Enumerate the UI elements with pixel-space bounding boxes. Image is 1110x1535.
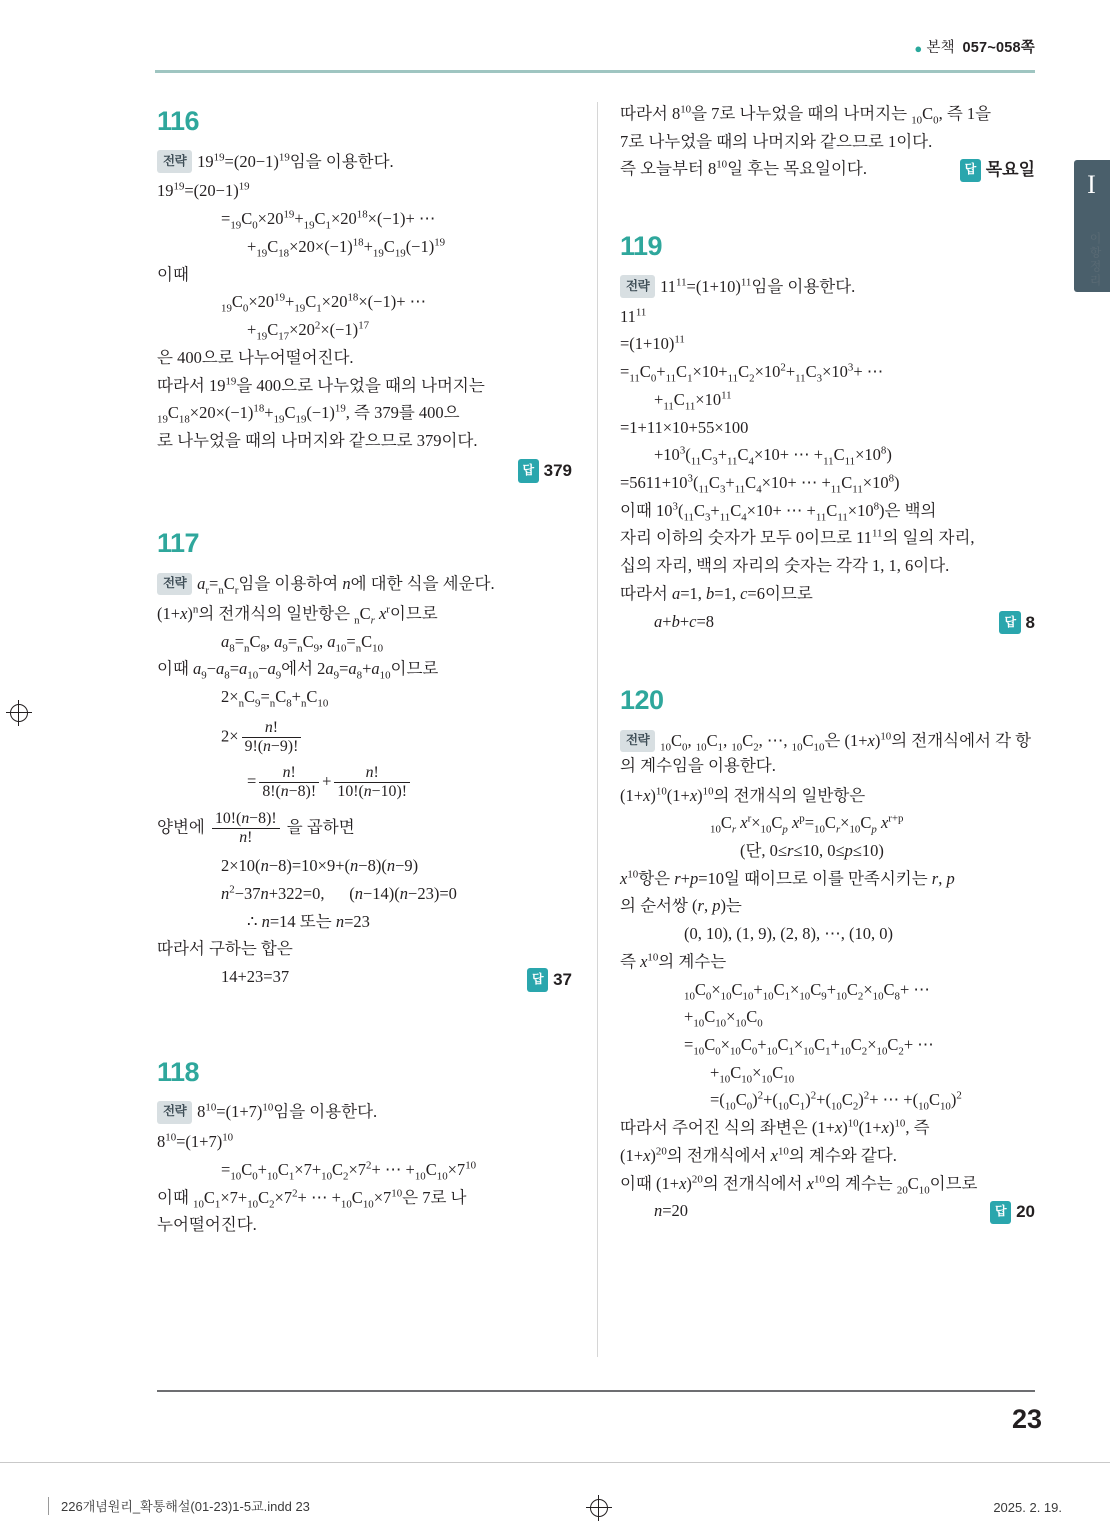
math-line: $=_{11}C_0+_{11}C_1\times 10+_{11}C_2\times 10^2+_{11}C_3\times 10^3+$ ⋯ bbox=[620, 361, 884, 385]
math-line: a+b+c=8 답 8 bbox=[620, 609, 1035, 636]
problem-116 bbox=[157, 100, 572, 484]
math-line: $+_{19}C_{17}\times 20^2\times(-1)^{17}$ bbox=[247, 319, 370, 343]
answer-value: 8 bbox=[1025, 612, 1035, 632]
math-line: $_{10}C_0\times_{10}C_{10}+_{10}C_1\times_{10}C_9+_{10}C_2\times_{10}C_8+$ ⋯ bbox=[684, 979, 930, 1002]
answer-badge: 답 bbox=[990, 1201, 1011, 1224]
math-line: $+_{11}C_{11}\times 10^{11}$ bbox=[654, 389, 732, 413]
text-line: 따라서 구하는 합은 bbox=[157, 939, 293, 959]
math-line: 2× $\frac{n!}{9!(n-9)!}$ bbox=[157, 719, 572, 756]
math-line: $11^{11}$ bbox=[620, 306, 647, 326]
right-column bbox=[620, 100, 1035, 1233]
problem-number: 118 bbox=[157, 1056, 200, 1087]
math-line: $_{10}C_r$ $x^r\times_{10}C_p$ $x^p=_{10}C_r\times_{10}C_p$ $x^{r+p}$ bbox=[710, 812, 904, 836]
strategy-row bbox=[157, 572, 572, 597]
math-line: $=_{10}C_0\times_{10}C_0+_{10}C_1\times_{10}C_1+_{10}C_2\times_{10}C_2+$ ⋯ bbox=[684, 1034, 934, 1058]
answer-value: 379 bbox=[543, 460, 572, 480]
math-line: $_{19}C_0\times 20^{19}+_{19}C_1\times 20^{18}\times(-1)+$ ⋯ bbox=[221, 291, 427, 315]
math-line: $+_{10}C_{10}\times_{10}C_0$ bbox=[684, 1007, 763, 1030]
problem-number: 117 bbox=[157, 528, 200, 559]
problem-119 bbox=[620, 225, 1035, 635]
math-line: $a_8=_nC_8$, $a_9=_nC_9$, $a_{10}=_nC_{10}$ bbox=[221, 631, 384, 654]
math-line: 따라서 주어진 식의 좌변은 $(1+x)^{10}(1+x)^{10}$, 즉 bbox=[620, 1117, 930, 1138]
math-line: $8^{10}=(1+7)^{10}$ bbox=[157, 1131, 234, 1152]
math-line: $(1+x)^{20}$의 전개식에서 $x^{10}$의 계수와 같다. bbox=[620, 1145, 897, 1165]
answer-value: 20 bbox=[1016, 1202, 1035, 1222]
problem-117 bbox=[157, 522, 572, 990]
math-line: 의 순서쌍 (r, p)는 bbox=[620, 896, 742, 916]
text-line: 따라서 $19^{19}$을 400으로 나누었을 때의 나머지는 bbox=[157, 375, 485, 395]
registration-mark-icon bbox=[586, 1495, 612, 1521]
strategy-badge: 전략 bbox=[157, 1101, 192, 1124]
header-reference bbox=[914, 36, 1035, 57]
math-line: 이때 $_{10}C_1\times 7+_{10}C_2\times 7^2+$ ⋯ $+_{10}C_{10}\times 7^{10}$은 7로 나 bbox=[157, 1187, 467, 1210]
answer-row bbox=[527, 966, 572, 994]
math-line: =1+11×10+55×100 bbox=[620, 417, 749, 437]
math-line: $+10^3(_{11}C_3+_{11}C_4\times 10+$ ⋯ $+_{11}C_{11}\times 10^8$) bbox=[654, 444, 892, 468]
problem-118 bbox=[157, 1051, 572, 1239]
math-line: $19^{19}=(20-1)^{19}$ bbox=[157, 180, 250, 201]
strategy-row bbox=[620, 275, 1035, 300]
text-line: 십의 자리, 백의 자리의 숫자는 각각 1, 1, 6이다. bbox=[620, 556, 950, 576]
strategy-row bbox=[157, 1100, 572, 1125]
text-line: 즉 오늘부터 $8^{10}$일 후는 목요일이다. 답 목요일 bbox=[620, 156, 1035, 183]
text-line: 누어떨어진다. bbox=[157, 1215, 257, 1235]
math-line: $2\times_nC_9=_nC_8+_nC_{10}$ bbox=[221, 687, 329, 710]
problem-number: 119 bbox=[620, 231, 663, 262]
math-line: 2×10(n−8)=10×9+(n−8)(n−9) bbox=[221, 856, 419, 876]
math-line: $+_{19}C_{18}\times 20\times(-1)^{18}+_{19}C_{19}(-1)^{19}$ bbox=[247, 236, 446, 260]
text-line: 로 나누었을 때의 나머지와 같으므로 379이다. bbox=[157, 430, 478, 450]
math-line: (단, 0≤r≤10, 0≤p≤10) bbox=[740, 840, 884, 860]
math-line: $=5611+10^3(_{11}C_3+_{11}C_4\times 10+$ ⋯ $+_{11}C_{11}\times 10^8$) bbox=[620, 472, 900, 496]
answer-badge: 답 bbox=[518, 459, 539, 482]
math-line: 따라서 $8^{10}$을 7로 나누었을 때의 나머지는 $_{10}C_0$, 즉 1을 bbox=[620, 103, 992, 127]
answer-badge: 답 bbox=[960, 159, 981, 182]
header-rule bbox=[155, 70, 1035, 73]
math-line: 따라서 a=1, b=1, c=6이므로 bbox=[620, 583, 813, 603]
file-name-text: 226개념원리_확통해설(01-23)1-5교.indd 23 bbox=[61, 1499, 310, 1514]
problem-120 bbox=[620, 679, 1035, 1225]
registration-mark-icon bbox=[6, 700, 32, 726]
math-line: $=(_{10}C_0)^2+(_{10}C_1)^2+(_{10}C_2)^2+$ ⋯ $+(_{10}C_{10})^2$ bbox=[710, 1089, 962, 1113]
text-line: 이때 bbox=[157, 264, 189, 284]
print-date: 2025. 2. 19. bbox=[993, 1500, 1062, 1515]
strategy-text: $19^{19}=(20-1)^{19}$임을 이용한다. bbox=[197, 151, 394, 171]
math-line: ∴ n=14 또는 n=23 bbox=[247, 911, 370, 931]
answer-badge: 답 bbox=[999, 611, 1020, 634]
math-line: 이때 $a_9-a_8=a_{10}-a_9$에서 $2a_9=a_8+a_{10}$이므로 bbox=[157, 659, 439, 682]
text-line: 7로 나누었을 때의 나머지와 같으므로 1이다. bbox=[620, 131, 933, 151]
strategy-row bbox=[620, 729, 1035, 779]
left-column bbox=[157, 100, 572, 1247]
chapter-tab-label: 이항정리 bbox=[1088, 232, 1102, 288]
answer-value: 목요일 bbox=[985, 160, 1035, 180]
math-line: 즉 $x^{10}$의 계수는 bbox=[620, 951, 727, 971]
problem-118-continued bbox=[620, 101, 1035, 183]
header-page-range: 057~058쪽 bbox=[962, 40, 1035, 56]
strategy-badge: 전략 bbox=[157, 150, 192, 173]
answer-badge: 답 bbox=[527, 968, 548, 991]
math-line: $+_{10}C_{10}\times_{10}C_{10}$ bbox=[710, 1062, 795, 1085]
strategy-row bbox=[157, 150, 572, 175]
math-line: 14+23=37 bbox=[221, 966, 290, 986]
problem-number: 120 bbox=[620, 685, 664, 716]
math-line: $=_{10}C_0+_{10}C_1\times 7+_{10}C_2\times 7^2+$ ⋯ $+_{10}C_{10}\times 7^{10}$ bbox=[221, 1159, 477, 1183]
math-line: $=_{19}C_0\times 20^{19}+_{19}C_1\times 20^{18}\times(-1)+$ ⋯ bbox=[221, 208, 436, 232]
strategy-badge: 전략 bbox=[620, 730, 655, 753]
strategy-text: $a_r=_nC_r$임을 이용하여 n에 대한 식을 세운다. bbox=[197, 574, 495, 597]
answer-value: 37 bbox=[553, 969, 572, 989]
header-reference-label: 본책 bbox=[926, 40, 955, 56]
math-line: $=(1+10)^{11}$ bbox=[620, 333, 685, 354]
math-line: (0, 10), (1, 9), (2, 8), ⋯, (10, 0) bbox=[684, 924, 893, 944]
math-line: 이때 $(1+x)^{20}$의 전개식에서 $x^{10}$의 계수는 $_{20}C_{10}$이므로 bbox=[620, 1173, 978, 1196]
strategy-badge: 전략 bbox=[157, 573, 192, 596]
math-line: $x^{10}$항은 r+p=10일 때이므로 이를 만족시키는 r, p bbox=[620, 868, 955, 888]
math-line: $(1+x)^{10}(1+x)^{10}$의 전개식의 일반항은 bbox=[620, 785, 866, 805]
bullet-icon: ● bbox=[914, 40, 923, 56]
math-line: 양변에 $\frac{10!(n-8)!}{n!}$ 을 곱하면 bbox=[157, 809, 355, 846]
strategy-text: $_{10}C_0$, $_{10}C_1$, $_{10}C_2$, ⋯, $_{10}C_{10}$은 $(1+x)^{10}$의 전개식에서 각 항의 계수임을 이용한다. bbox=[620, 730, 1032, 775]
page-number: 23 bbox=[1011, 1404, 1042, 1434]
math-line: 이때 $10^3(_{11}C_3+_{11}C_4\times 10+$ ⋯ $+_{11}C_{11}\times 10^8$)은 백의 bbox=[620, 500, 937, 523]
math-line: $_{19}C_{18}\times 20\times(-1)^{18}+_{19}C_{19}(-1)^{19}$, 즉 379를 400으 bbox=[157, 402, 460, 426]
math-line: n=20 답 20 bbox=[620, 1198, 1035, 1225]
chapter-numeral: I bbox=[1087, 170, 1097, 199]
footer-rule bbox=[157, 1390, 1035, 1392]
math-line: = $\frac{n!}{8!(n-8)!}$ + $\frac{n!}{10!(n-10)!}$ bbox=[157, 764, 572, 801]
strategy-badge: 전략 bbox=[620, 275, 655, 298]
problem-number: 116 bbox=[157, 106, 200, 136]
text-line: 은 400으로 나누어떨어진다. bbox=[157, 347, 354, 367]
answer-row bbox=[157, 457, 572, 485]
print-file-name bbox=[48, 1496, 310, 1515]
strategy-text: $11^{11}=(1+10)^{11}$임을 이용한다. bbox=[660, 276, 856, 296]
strategy-text: $8^{10}=(1+7)^{10}$임을 이용한다. bbox=[197, 1101, 378, 1122]
math-line: $(1+x)^n$의 전개식의 일반항은 $_nC_r$ $x^r$이므로 bbox=[157, 603, 438, 627]
column-divider bbox=[597, 102, 598, 1357]
math-line: 자리 이하의 숫자가 모두 0이므로 $11^{11}$의 일의 자리, bbox=[620, 527, 975, 548]
math-line: $n^2-37n+322=0$, (n−14)(n−23)=0 bbox=[221, 883, 457, 903]
